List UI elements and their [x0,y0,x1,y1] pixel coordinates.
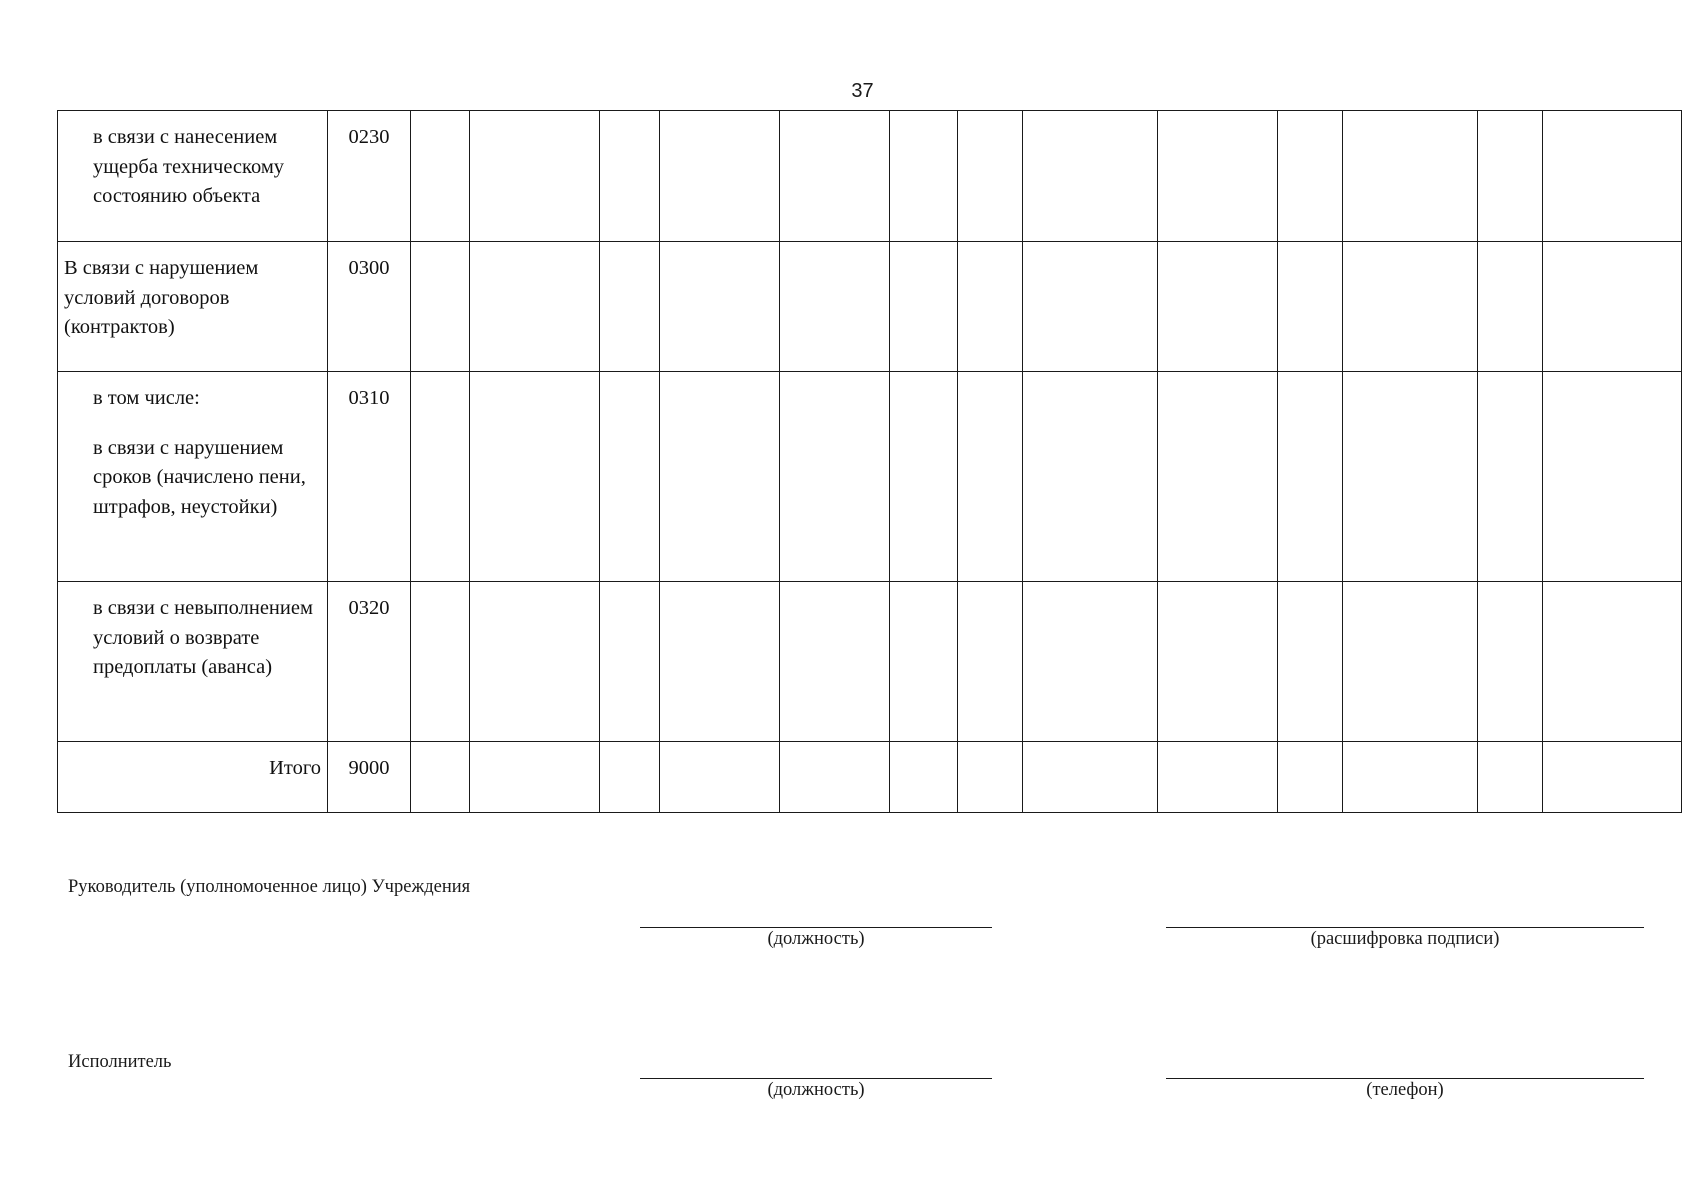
table-cell[interactable] [470,242,600,372]
table-cell[interactable] [1543,372,1682,582]
table-cell[interactable] [780,742,890,813]
table-cell[interactable] [660,372,780,582]
table-cell[interactable] [1343,742,1478,813]
executor-phone-caption: (телефон) [1366,1080,1444,1100]
table-row [58,242,1682,372]
executor-phone-line[interactable] [1166,1078,1644,1079]
table-cell[interactable] [1478,242,1543,372]
table-cell[interactable] [890,742,958,813]
table-cell[interactable] [958,742,1023,813]
table-row [58,372,1682,582]
table-cell[interactable] [411,582,470,742]
table-cell[interactable] [1343,242,1478,372]
row-name: в связи с нанесением ущерба техническому состоянию объекта [58,111,328,242]
table-cell[interactable] [1023,242,1158,372]
table-cell[interactable] [780,242,890,372]
row-name: В связи с нарушением условий договоров (контрактов) [58,242,328,372]
table-cell[interactable] [660,242,780,372]
report-table [57,110,1682,813]
table-cell[interactable] [470,742,600,813]
table-cell[interactable] [1278,582,1343,742]
table-cell[interactable] [1543,242,1682,372]
head-position-caption: (должность) [767,929,865,949]
row-code: 9000 [328,742,411,813]
head-signature-decoding-line[interactable] [1166,927,1644,928]
table-cell[interactable] [411,742,470,813]
table-cell[interactable] [411,111,470,242]
table-cell[interactable] [1278,242,1343,372]
row-code: 0310 [328,372,411,582]
table-cell[interactable] [1543,111,1682,242]
row-name-cell [58,372,328,582]
row-name-intro: в том числе: [93,387,200,409]
table-cell[interactable] [890,582,958,742]
table-cell[interactable] [1023,111,1158,242]
table-cell[interactable] [1023,742,1158,813]
table-cell[interactable] [1343,111,1478,242]
head-position-line[interactable] [640,927,992,928]
row-name: Итого [58,742,328,813]
table-cell[interactable] [1158,742,1278,813]
row-name: в связи с невыполнением условий о возврате предоплаты (аванса) [58,582,328,742]
table-cell[interactable] [780,372,890,582]
table-cell[interactable] [958,582,1023,742]
table-cell[interactable] [1543,742,1682,813]
table-cell[interactable] [1343,372,1478,582]
row-name: в связи с нарушением сроков (начислено пени, штрафов, неустойки) [93,436,306,518]
table-row [58,111,1682,242]
row-code: 0300 [328,242,411,372]
table-cell[interactable] [600,111,660,242]
table-row-total [58,742,1682,813]
table-row [58,582,1682,742]
table-cell[interactable] [1278,742,1343,813]
executor-position-line[interactable] [640,1078,992,1079]
table-cell[interactable] [780,582,890,742]
table-cell[interactable] [1478,372,1543,582]
head-signature-decoding-caption: (расшифровка подписи) [1310,929,1500,949]
table-cell[interactable] [1158,372,1278,582]
table-cell[interactable] [600,582,660,742]
executor-label: Исполнитель [68,1052,172,1072]
table-cell[interactable] [470,582,600,742]
table-cell[interactable] [958,111,1023,242]
table-cell[interactable] [1158,582,1278,742]
table-cell[interactable] [1478,582,1543,742]
table-cell[interactable] [890,372,958,582]
table-cell[interactable] [1543,582,1682,742]
table-cell[interactable] [890,242,958,372]
table-cell[interactable] [1158,111,1278,242]
table-cell[interactable] [660,582,780,742]
table-cell[interactable] [1278,372,1343,582]
table-cell[interactable] [1158,242,1278,372]
table-cell[interactable] [411,372,470,582]
row-code: 0230 [328,111,411,242]
table-cell[interactable] [660,111,780,242]
table-cell[interactable] [1023,372,1158,582]
head-signature-label: Руководитель (уполномоченное лицо) Учреждения [68,877,471,897]
table-cell[interactable] [470,372,600,582]
table-cell[interactable] [1478,111,1543,242]
table-cell[interactable] [660,742,780,813]
table-cell[interactable] [958,372,1023,582]
table-cell[interactable] [600,742,660,813]
row-code: 0320 [328,582,411,742]
table-cell[interactable] [600,372,660,582]
executor-position-caption: (должность) [767,1080,865,1100]
table-cell[interactable] [411,242,470,372]
table-cell[interactable] [1278,111,1343,242]
page-number: 37 [851,80,874,102]
table-cell[interactable] [1023,582,1158,742]
table-cell[interactable] [1343,582,1478,742]
table-cell[interactable] [1478,742,1543,813]
table-cell[interactable] [470,111,600,242]
table-cell[interactable] [780,111,890,242]
table-cell[interactable] [600,242,660,372]
table-cell[interactable] [890,111,958,242]
table-cell[interactable] [958,242,1023,372]
